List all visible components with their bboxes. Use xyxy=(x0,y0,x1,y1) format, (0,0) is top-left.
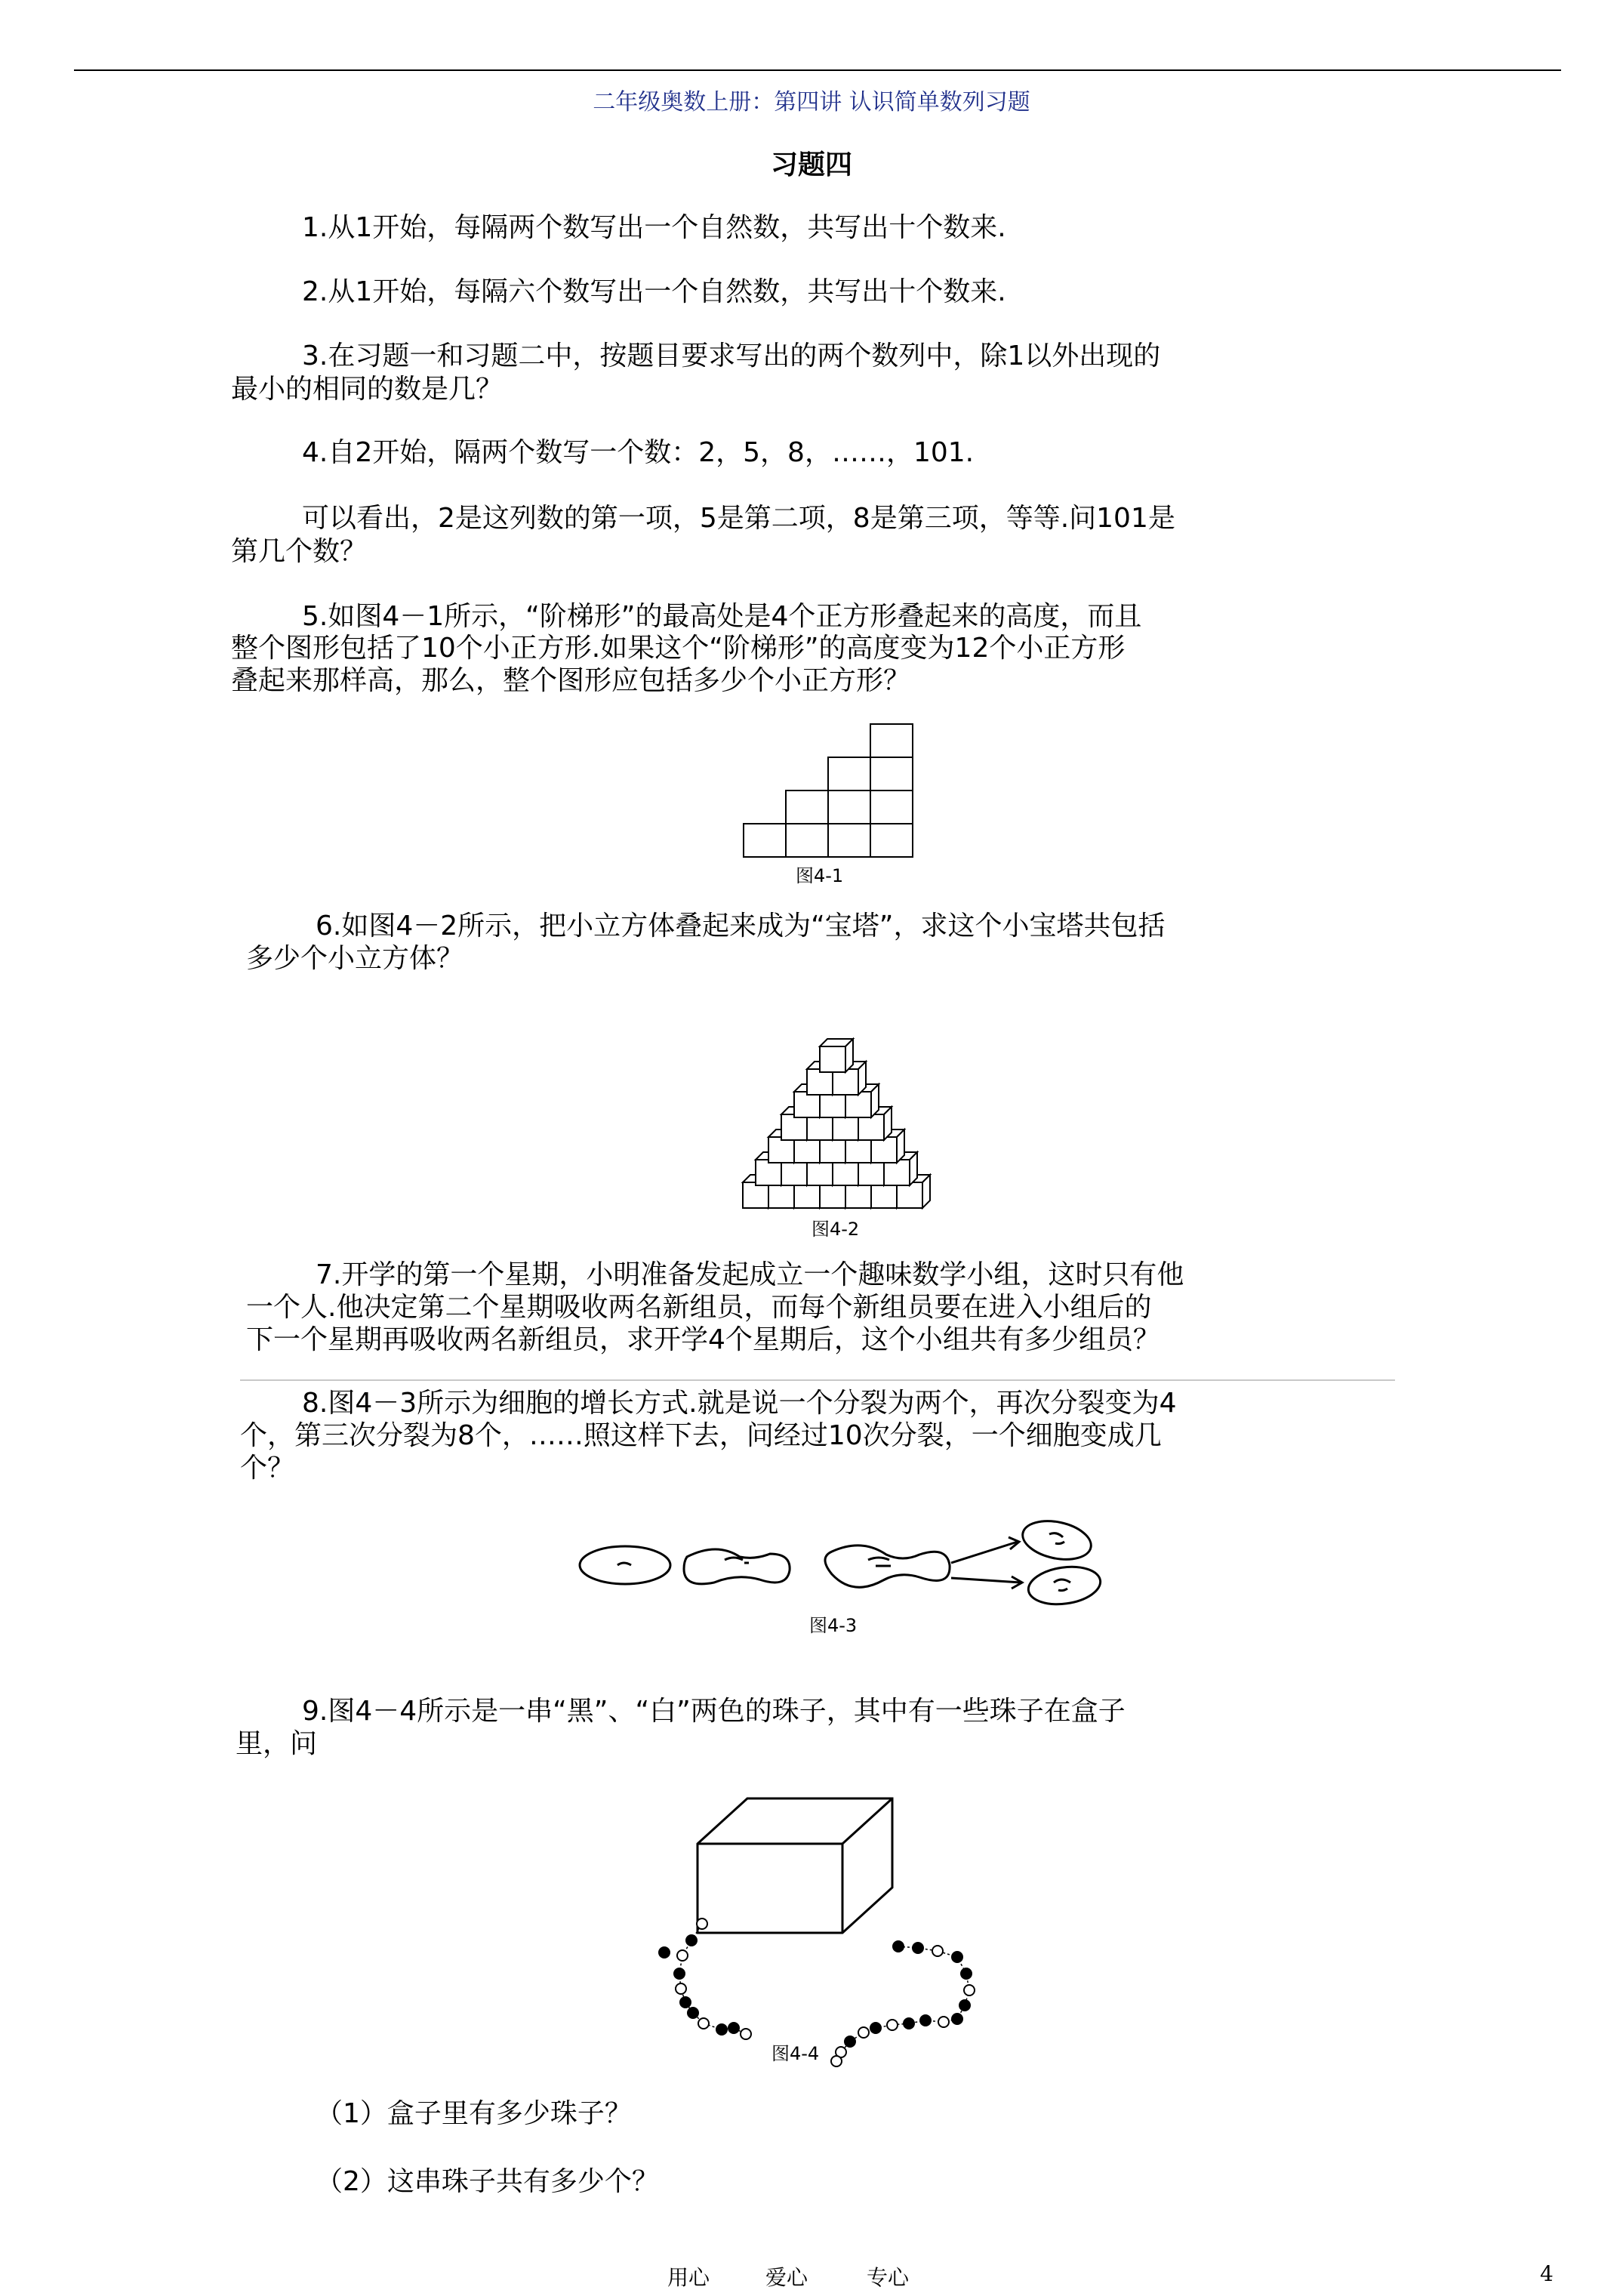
problem-8-line-3: 个？ xyxy=(240,1453,295,1484)
black-bead xyxy=(952,1952,962,1962)
white-bead xyxy=(932,1946,943,1956)
bead-string xyxy=(679,1924,969,2061)
problem-1: 1.从1开始，每隔两个数写出一个自然数，共写出十个数来. xyxy=(302,212,1006,243)
footer-right: 专心 xyxy=(867,2265,910,2290)
black-bead xyxy=(845,2036,855,2047)
white-bead xyxy=(858,2027,869,2038)
problem-4b-line-2: 第几个数？ xyxy=(231,536,368,567)
cube xyxy=(820,1039,853,1072)
problem-6-line-1: 6.如图4－2所示，把小立方体叠起来成为“宝塔”，求这个小宝塔共包括 xyxy=(316,911,1166,942)
problem-7-line-2: 一个人.他决定第二个星期吸收两名新组员，而每个新组员要在进入小组后的 xyxy=(246,1292,1152,1323)
figure-4-4-box-with-beads xyxy=(649,1797,1042,2046)
problem-8-line-1: 8.图4－3所示为细胞的增长方式.就是说一个分裂为两个，再次分裂变为4 xyxy=(302,1388,1177,1419)
page-number: 4 xyxy=(1540,2261,1554,2286)
black-bead xyxy=(893,1941,904,1952)
question-1: （1）盒子里有多少珠子？ xyxy=(316,2098,632,2129)
black-bead xyxy=(659,1947,670,1958)
footer-mid: 爱心 xyxy=(765,2265,808,2290)
question-2: （2）这串珠子共有多少个？ xyxy=(316,2166,659,2197)
black-bead xyxy=(904,2018,914,2029)
black-bead xyxy=(920,2015,931,2026)
footer-left: 用心 xyxy=(667,2265,710,2290)
problem-3-line-1: 3.在习题一和习题二中，按题目要求写出的两个数列中，除1以外出现的 xyxy=(302,341,1161,371)
white-bead xyxy=(964,1985,975,1996)
black-bead xyxy=(870,2023,881,2033)
black-bead xyxy=(961,1968,972,1979)
white-bead xyxy=(677,1950,688,1961)
white-bead xyxy=(831,2056,842,2066)
figure-4-3-caption: 图4-3 xyxy=(809,1615,858,1636)
black-bead xyxy=(688,2008,698,2018)
white-bead xyxy=(698,2018,709,2029)
problem-7-line-1: 7.开学的第一个星期，小明准备发起成立一个趣味数学小组，这时只有他 xyxy=(316,1259,1184,1290)
figure-4-2-caption: 图4-2 xyxy=(812,1219,860,1240)
problem-9-line-2: 里，问 xyxy=(236,1728,318,1759)
figure-4-3-cell-division xyxy=(574,1510,1117,1608)
problem-9-line-1: 9.图4－4所示是一串“黑”、“白”两色的珠子，其中有一些珠子在盒子 xyxy=(302,1696,1126,1727)
black-bead xyxy=(959,2000,970,2011)
problem-3-line-2: 最小的相同的数是几？ xyxy=(231,374,504,405)
black-bead xyxy=(913,1943,923,1953)
figure-4-4-caption: 图4-4 xyxy=(771,2043,820,2064)
white-bead xyxy=(697,1918,707,1929)
black-bead xyxy=(952,2014,962,2024)
problem-5-line-3: 叠起来那样高，那么，整个图形应包括多少个小正方形？ xyxy=(231,665,911,696)
black-bead xyxy=(680,1997,691,2008)
page-title: 习题四 xyxy=(770,149,852,180)
problem-7-line-3: 下一个星期再吸收两名新组员，求开学4个星期后，这个小组共有多少组员？ xyxy=(246,1324,1160,1355)
black-bead xyxy=(728,2023,739,2033)
problem-6-line-2: 多少个小立方体？ xyxy=(246,943,464,974)
figure-4-1-staircase xyxy=(743,723,916,859)
problem-4: 4.自2开始，隔两个数写一个数：2，5，8，……，101. xyxy=(302,437,975,468)
figure-4-1-caption: 图4-1 xyxy=(796,865,844,886)
black-bead xyxy=(674,1968,685,1979)
problem-8-line-2: 个，第三次分裂为8个，……照这样下去，问经过10次分裂，一个细胞变成几 xyxy=(240,1420,1162,1451)
problem-5-line-2: 整个图形包括了10个小正方形.如果这个“阶梯形”的高度变为12个小正方形 xyxy=(231,633,1126,664)
section-divider xyxy=(240,1379,1395,1381)
white-bead xyxy=(938,2017,949,2027)
problem-5-line-1: 5.如图4－1所示，“阶梯形”的最高处是4个正方形叠起来的高度，而且 xyxy=(302,601,1142,632)
black-bead xyxy=(716,2024,727,2035)
white-bead xyxy=(741,2029,751,2039)
black-bead xyxy=(686,1935,697,1946)
problem-2: 2.从1开始，每隔六个数写出一个自然数，共写出十个数来. xyxy=(302,276,1006,307)
white-bead xyxy=(676,1983,686,1994)
header-rule xyxy=(74,69,1561,71)
figure-4-2-cube-pyramid xyxy=(716,1004,957,1231)
problem-4b-line-1: 可以看出，2是这列数的第一项，5是第二项，8是第三项，等等.问101是 xyxy=(302,503,1175,534)
running-header: 二年级奥数上册：第四讲 认识简单数列习题 xyxy=(593,89,1030,116)
white-bead xyxy=(887,2020,898,2030)
